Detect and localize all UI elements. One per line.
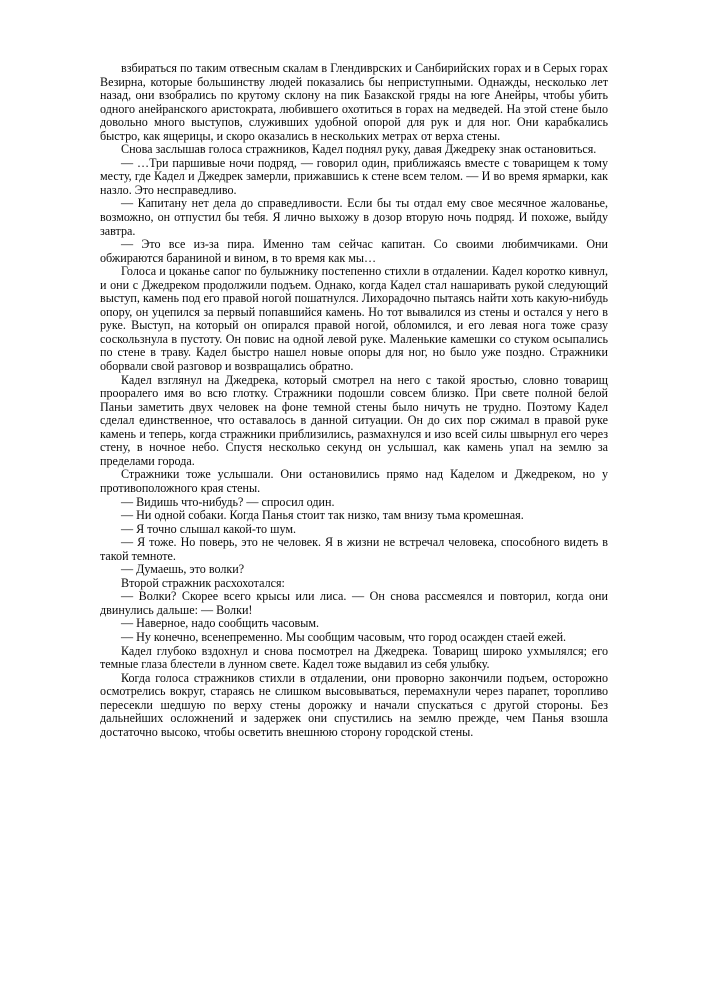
- paragraph: — Это все из-за пира. Именно там сейчас капитан. Со своими любимчиками. Они обжираются бараниной и вином, в то время как мы…: [100, 237, 608, 265]
- paragraph: — Капитану нет дела до справедливости. Если бы ты отдал ему свое месячное жалованье, возможно, он отпустил бы тебя. Я лично выхожу в дозор вторую ночь подряд. И похоже, выйду завтра.: [100, 196, 608, 238]
- paragraph: — Наверное, надо сообщить часовым.: [121, 616, 320, 631]
- paragraph: — …Три паршивые ночи подряд, — говорил один, приближаясь вместе с товарищем к тому месту, где Кадел и Джедрек замерли, прижавшись к стене всем телом. — И во время ярмарки, как назло. Это несправедливо.: [100, 155, 608, 197]
- body-text-column: [100, 62, 608, 739]
- paragraph: — Я точно слышал какой-то шум.: [121, 521, 297, 536]
- paragraph: Снова заслышав голоса стражников, Кадел поднял руку, давая Джедреку знак остановиться.: [121, 142, 597, 157]
- paragraph: — Думаешь, это волки?: [121, 562, 245, 577]
- paragraph: Кадел глубоко вздохнул и снова посмотрел на Джедрека. Товарищ широко ухмылялся; его темные глаза блестели в лунном свете. Кадел тоже выдавил из себя улыбку.: [100, 643, 608, 672]
- paragraph: — Я тоже. Но поверь, это не человек. Я в жизни не встречал человека, способного видеть в такой темноте.: [100, 535, 608, 563]
- paragraph: Стражники тоже услышали. Они остановились прямо над Каделом и Джедреком, но у противоположного края стены.: [100, 467, 608, 495]
- paragraph: Когда голоса стражников стихли в отдалении, они проворно закончили подъем, осторожно осмотрелись вокруг, стараясь не слишком высовываться, перемахнули через парапет, торопливо пересекли шедшую по верху стены дорожку и начали спускаться с другой стороны. Без дальнейших осложнений и задержек они спустились на землю прежде, чем Панья взошла достаточно высоко, чтобы осветить внешнюю сторону городской стены.: [100, 670, 608, 739]
- paragraph: — Ну конечно, всенепременно. Мы сообщим часовым, что город осажден стаей ежей.: [121, 629, 567, 644]
- paragraph: взбираться по таким отвесным скалам в Глендиврских и Санбирийских горах и в Серых горах Везирна, которые большинству людей показались бы неприступными. Однажды, несколько лет назад, они взобрались по крутому склону на пик Базакской гряды на юге Анейры, чтобы убить одного анейранского аристократа, любившего охотиться в горах на медведей. На этой стене было довольно много выступов, служивших удобной опорой для рук и для ног. Они карабкались быстро, как ящерицы, и скоро оказались в нескольких метрах от верха стены.: [100, 61, 608, 143]
- paragraph: Голоса и цоканье сапог по булыжнику постепенно стихли в отдалении. Кадел коротко кивнул, и они с Джедреком продолжили подъем. Однако, когда Кадел стал нашаривать рукой следующий выступ, камень под его правой ногой пошатнулся. Лихорадочно пытаясь найти хоть какую-нибудь опору, он уцепился за первый попавшийся камень. Но тот вывалился из стены и остался у него в руке. Выступ, на который он опирался правой ногой, обломился, и его левая нога тоже сразу соскользнула в пустоту. Он повис на одной левой руке. Маленькие камешки со стуком осыпались по стене в траву. Кадел быстро нашел новые опоры для ног, но было уже поздно. Стражники оборвали свой разговор и возвращались обратно.: [100, 264, 608, 374]
- paragraph: — Волки? Скорее всего крысы или лиса. — Он снова рассмеялся и повторил, когда они двинулись дальше: — Волки!: [100, 589, 608, 617]
- paragraph: Кадел взглянул на Джедрека, который смотрел на него с такой яростью, словно товарищ прооралего имя во всю глотку. Стражники подошли совсем близко. При свете полной белой Паньи заметить двух человек на фоне темной стены было ничуть не трудно. Поэтому Кадел сделал единственное, что оставалось в данной ситуации. Он до сих пор сжимал в правой руке камень и теперь, когда стражники приблизились, размахнулся и изо всей силы швырнул его через стену, в ночное небо. Спустя несколько секунд он услышал, как камень упал на землю за пределами города.: [100, 372, 608, 468]
- paragraph: — Ни одной собаки. Когда Панья стоит так низко, там внизу тьма кромешная.: [121, 508, 524, 523]
- paragraph: Второй стражник расхохотался:: [121, 575, 285, 590]
- paragraph: — Видишь что-нибудь? — спросил один.: [121, 494, 335, 509]
